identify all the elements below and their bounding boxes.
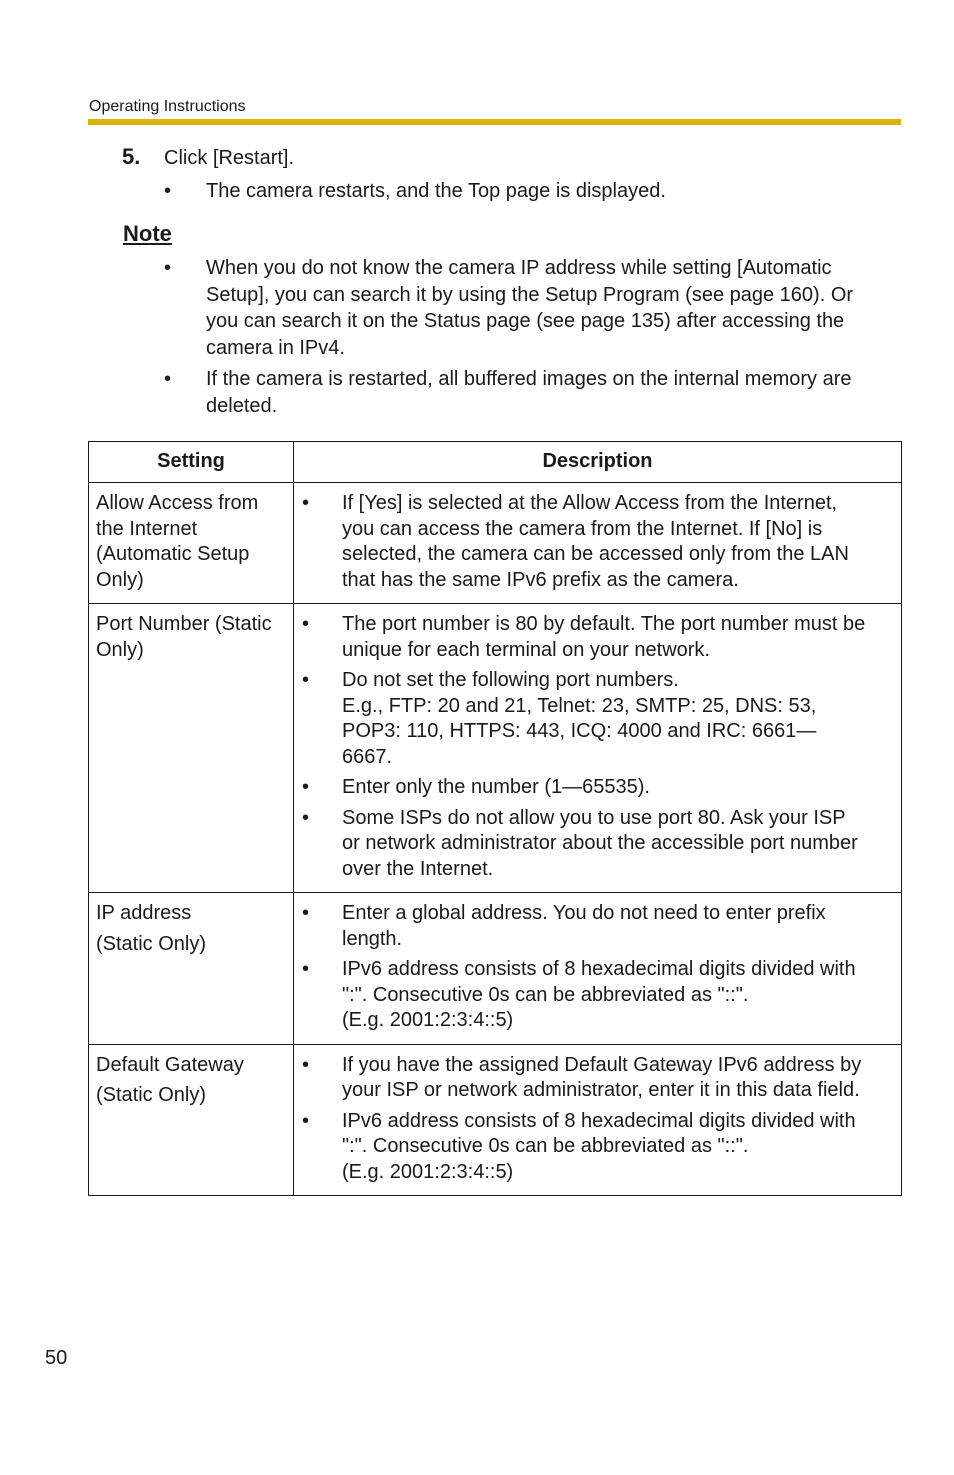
text-line: Setup], you can search it by using the Setup Program (see page 160). Or [206, 283, 854, 306]
text-line: that has the same IPv6 prefix as the camera. [342, 568, 739, 591]
setting-cell [89, 1044, 294, 1196]
table-row [89, 483, 902, 604]
text-line: Default Gateway [96, 1053, 244, 1076]
text-line: (E.g. 2001:2:3:4::5) [342, 1009, 514, 1031]
text-line: IPv6 address consists of 8 hexadecimal digits divided with [342, 1109, 856, 1132]
bullet-icon: • [164, 180, 172, 202]
text-line: If you have the assigned Default Gateway IPv6 address by [342, 1053, 862, 1076]
running-header: Operating Instructions [89, 98, 246, 115]
text-line: deleted. [206, 394, 278, 417]
text-line: you can search it on the Status page (see page 135) after accessing the [206, 310, 845, 332]
bullet-icon: • [302, 806, 310, 829]
text-line: Enter a global address. You do not need to enter prefix [342, 902, 826, 924]
text-line: (Automatic Setup [96, 543, 250, 565]
description-item [302, 668, 895, 770]
description-item [302, 806, 895, 883]
note-bullet-text [206, 366, 852, 419]
text-line: length. [342, 927, 403, 950]
description-item [302, 901, 895, 952]
description-item [302, 1053, 895, 1104]
text-line: Do not set the following port numbers. [342, 669, 679, 691]
bullet-icon: • [302, 492, 310, 514]
step-bullet-text: The camera restarts, and the Top page is displayed. [206, 180, 666, 202]
text-line: The port number is 80 by default. The port number must be [342, 613, 866, 635]
setting-cell [89, 604, 294, 893]
description-cell [294, 1044, 902, 1196]
column-header-description: Description [294, 442, 902, 483]
table-row [89, 604, 902, 893]
text-line: you can access the camera from the Internet. If [No] is [342, 517, 823, 540]
text-line: If [Yes] is selected at the Allow Access from the Internet, [342, 492, 838, 514]
text-line: Allow Access from [96, 492, 259, 514]
text-line: Only) [96, 638, 144, 661]
description-cell [294, 604, 902, 893]
bullet-icon: • [302, 1109, 310, 1132]
note-bullet-text [206, 255, 853, 361]
text-line: the Internet [96, 517, 198, 540]
setting-cell [89, 483, 294, 604]
bullet-icon: • [302, 669, 310, 691]
column-header-setting: Setting [89, 442, 294, 483]
text-line: 6667. [342, 745, 393, 768]
text-line: (Static Only) [96, 932, 207, 955]
description-item [302, 775, 895, 801]
text-line: selected, the camera can be accessed only from the LAN [342, 543, 849, 565]
description-item [302, 1109, 895, 1186]
text-line: ":". Consecutive 0s can be abbreviated as "::". [342, 983, 749, 1006]
setting-cell [89, 893, 294, 1045]
bullet-icon: • [302, 902, 310, 924]
step-number: 5. [122, 144, 141, 169]
text-line: If the camera is restarted, all buffered images on the internal memory are [206, 368, 852, 390]
text-line: unique for each terminal on your network. [342, 638, 710, 661]
text-line: IP address [96, 902, 192, 924]
text-line: ":". Consecutive 0s can be abbreviated as "::". [342, 1135, 749, 1157]
description-cell [294, 893, 902, 1045]
text-line: Only) [96, 568, 144, 591]
text-line: Enter only the number (1—65535). [342, 776, 650, 798]
bullet-icon: • [164, 368, 172, 390]
text-line: IPv6 address consists of 8 hexadecimal digits divided with [342, 958, 856, 980]
note-heading: Note [123, 221, 172, 246]
description-item [302, 491, 895, 593]
table-row [89, 893, 902, 1045]
text-line: E.g., FTP: 20 and 21, Telnet: 23, SMTP: 25, DNS: 53, [342, 694, 817, 717]
step-text: Click [Restart]. [164, 147, 295, 169]
text-line: When you do not know the camera IP address while setting [Automatic [206, 257, 832, 279]
description-item [302, 612, 895, 663]
text-line: (Static Only) [96, 1084, 207, 1106]
header-rule [88, 119, 901, 125]
bullet-icon: • [302, 1053, 310, 1076]
bullet-icon: • [302, 613, 310, 635]
settings-table [88, 441, 902, 1196]
bullet-icon: • [302, 958, 310, 980]
text-line: your ISP or network administrator, enter it in this data field. [342, 1079, 860, 1101]
text-line: Some ISPs do not allow you to use port 80. Ask your ISP [342, 806, 846, 829]
text-line: camera in IPv4. [206, 336, 345, 359]
table-header-row [89, 442, 902, 483]
page-number: 50 [45, 1347, 68, 1369]
bullet-icon: • [302, 776, 310, 798]
text-line: POP3: 110, HTTPS: 443, ICQ: 4000 and IRC: 6661— [342, 720, 817, 742]
text-line: or network administrator about the accessible port number [342, 832, 858, 854]
text-line: Port Number (Static [96, 613, 272, 635]
bullet-icon: • [164, 257, 172, 279]
description-item [302, 957, 895, 1034]
text-line: (E.g. 2001:2:3:4::5) [342, 1160, 514, 1183]
description-cell [294, 483, 902, 604]
text-line: over the Internet. [342, 857, 494, 880]
table-row [89, 1044, 902, 1196]
